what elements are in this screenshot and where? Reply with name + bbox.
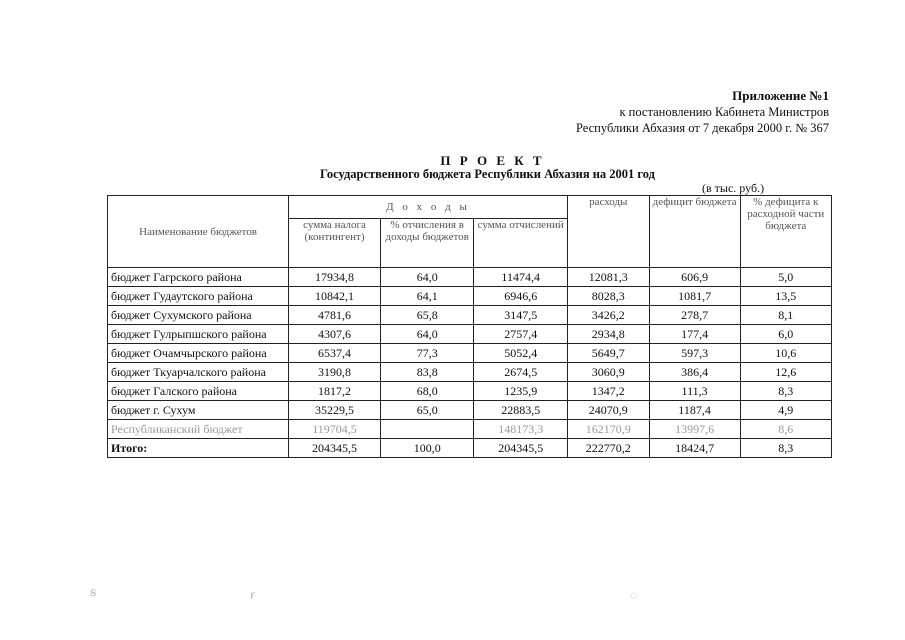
- cell-exp: 2934,8: [567, 325, 649, 344]
- cell-pct: 64,0: [380, 325, 473, 344]
- cell-name: бюджет Гагрского района: [108, 268, 289, 287]
- cell-pct: 68,0: [380, 382, 473, 401]
- table-row: [108, 287, 832, 306]
- cell-tax: 35229,5: [289, 401, 381, 420]
- header-pct-allocation: % отчисления в доходы бюджетов: [380, 219, 473, 268]
- cell-def: 1187,4: [649, 401, 740, 420]
- cell-pct: 77,3: [380, 344, 473, 363]
- cell-alloc: 1235,9: [474, 382, 568, 401]
- cell-defpct: 4,9: [740, 401, 831, 420]
- cell-pct: 64,0: [380, 268, 473, 287]
- cell-alloc: 6946,6: [474, 287, 568, 306]
- cell-exp: 12081,3: [567, 268, 649, 287]
- header-deficit-pct: % дефицита к расходной части бюджета: [740, 196, 831, 268]
- cell-alloc: 148173,3: [474, 420, 568, 439]
- cell-exp: 3060,9: [567, 363, 649, 382]
- cell-exp: 162170,9: [567, 420, 649, 439]
- cell-name: бюджет Гудаутского района: [108, 287, 289, 306]
- cell-alloc: 3147,5: [474, 306, 568, 325]
- header-tax-sum: сумма налога (контингент): [289, 219, 381, 268]
- cell-tax: 6537,4: [289, 344, 381, 363]
- cell-pct: 83,8: [380, 363, 473, 382]
- cell-pct: 100,0: [380, 439, 473, 458]
- cell-name: бюджет г. Сухум: [108, 401, 289, 420]
- cell-alloc: 22883,5: [474, 401, 568, 420]
- cell-tax: 4307,6: [289, 325, 381, 344]
- header-expenses: расходы: [567, 196, 649, 268]
- appendix-line-2: Республики Абхазия от 7 декабря 2000 г. № 367: [575, 121, 829, 135]
- cell-tax: 119704,5: [289, 420, 381, 439]
- table-row: [108, 382, 832, 401]
- cell-defpct: 6,0: [740, 325, 831, 344]
- cell-pct: [380, 420, 473, 439]
- cell-defpct: 8,3: [740, 439, 831, 458]
- cell-exp: 1347,2: [567, 382, 649, 401]
- total-row: [108, 439, 832, 458]
- cell-defpct: 8,1: [740, 306, 831, 325]
- table-row: [108, 268, 832, 287]
- cell-alloc: 5052,4: [474, 344, 568, 363]
- cell-pct: 65,0: [380, 401, 473, 420]
- cell-name: бюджет Очамчырского района: [108, 344, 289, 363]
- cell-def: 177,4: [649, 325, 740, 344]
- header-row-1: [108, 196, 832, 219]
- cell-defpct: 8,3: [740, 382, 831, 401]
- cell-name: бюджет Ткуарчалского района: [108, 363, 289, 382]
- cell-def: 1081,7: [649, 287, 740, 306]
- units-note: (в тыс. руб.): [702, 181, 765, 195]
- cell-def: 13997,6: [649, 420, 740, 439]
- cell-pct: 64,1: [380, 287, 473, 306]
- appendix-title: Приложение №1: [732, 88, 829, 103]
- cell-tax: 4781,6: [289, 306, 381, 325]
- cell-defpct: 8,6: [740, 420, 831, 439]
- cell-name: Республиканский бюджет: [108, 420, 289, 439]
- header-income-group: Д о х о д ы: [289, 196, 568, 219]
- cell-alloc: 11474,4: [474, 268, 568, 287]
- cell-def: 386,4: [649, 363, 740, 382]
- document-project-label: П Р О Е К Т: [440, 153, 545, 168]
- cell-tax: 10842,1: [289, 287, 381, 306]
- header-allocation-sum: сумма отчислений: [474, 219, 568, 268]
- cell-pct: 65,8: [380, 306, 473, 325]
- scan-mark: ꞩ: [90, 585, 97, 599]
- cell-defpct: 5,0: [740, 268, 831, 287]
- cell-tax: 3190,8: [289, 363, 381, 382]
- cell-tax: 1817,2: [289, 382, 381, 401]
- header-name: Наименование бюджетов: [108, 196, 289, 268]
- cell-exp: 24070,9: [567, 401, 649, 420]
- cell-exp: 3426,2: [567, 306, 649, 325]
- table-row: [108, 325, 832, 344]
- cell-name: Итого:: [108, 439, 289, 458]
- header-deficit: дефицит бюджета: [649, 196, 740, 268]
- table-row: [108, 344, 832, 363]
- table-row: [108, 363, 832, 382]
- cell-name: бюджет Гулрыпшского района: [108, 325, 289, 344]
- cell-name: бюджет Сухумского района: [108, 306, 289, 325]
- cell-tax: 204345,5: [289, 439, 381, 458]
- cell-defpct: 13,5: [740, 287, 831, 306]
- appendix-note: [576, 88, 829, 136]
- document-title: Государственного бюджета Республики Абхазия на 2001 год: [320, 167, 655, 181]
- cell-alloc: 2674,5: [474, 363, 568, 382]
- budget-table: [107, 195, 832, 458]
- cell-def: 606,9: [649, 268, 740, 287]
- cell-alloc: 204345,5: [474, 439, 568, 458]
- appendix-line-1: к постановлению Кабинета Министров: [619, 105, 829, 119]
- cell-defpct: 10,6: [740, 344, 831, 363]
- cell-defpct: 12,6: [740, 363, 831, 382]
- cell-def: 278,7: [649, 306, 740, 325]
- cell-def: 111,3: [649, 382, 740, 401]
- cell-def: 18424,7: [649, 439, 740, 458]
- scan-mark: ꞧ: [250, 588, 255, 602]
- cell-tax: 17934,8: [289, 268, 381, 287]
- table-row: [108, 306, 832, 325]
- cell-exp: 5649,7: [567, 344, 649, 363]
- table-row: [108, 420, 832, 439]
- scan-mark: ◌: [630, 588, 638, 602]
- cell-def: 597,3: [649, 344, 740, 363]
- cell-exp: 8028,3: [567, 287, 649, 306]
- cell-name: бюджет Галского района: [108, 382, 289, 401]
- cell-alloc: 2757,4: [474, 325, 568, 344]
- cell-exp: 222770,2: [567, 439, 649, 458]
- table-row: [108, 401, 832, 420]
